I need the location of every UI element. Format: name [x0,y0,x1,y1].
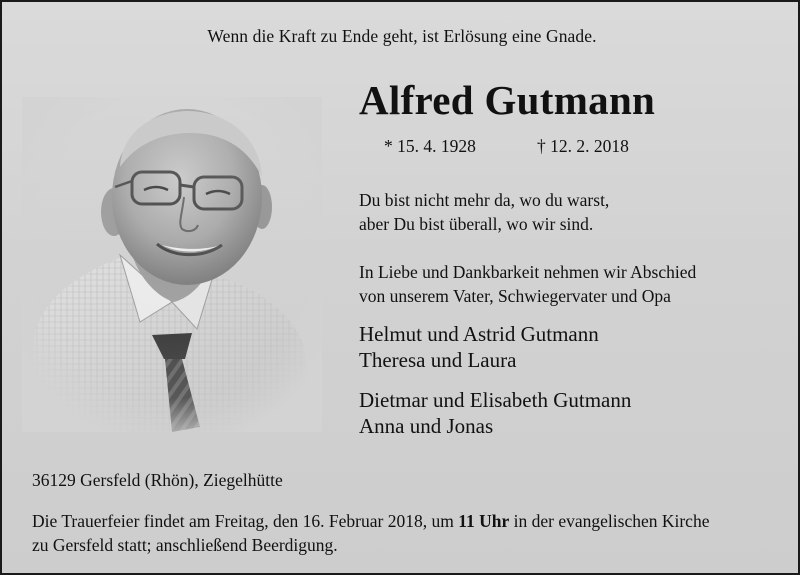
service-line: zu Gersfeld statt; anschließend Beerdigung. [32,535,338,555]
family-line: Theresa und Laura [359,348,517,372]
service-info [32,509,709,557]
family-line: Dietmar und Elisabeth Gutmann [359,388,632,412]
farewell-line: von unserem Vater, Schwiegervater und Opa [359,286,671,306]
family-group [359,387,631,439]
family-line: Helmut und Astrid Gutmann [359,322,599,346]
service-text: in der evangelischen Kirche [509,511,710,531]
deceased-name: Alfred Gutmann [359,77,656,123]
motto: Wenn die Kraft zu Ende geht, ist Erlösung eine Gnade. [207,26,597,46]
family-group [359,321,599,373]
death-date: † 12. 2. 2018 [537,136,629,156]
address: 36129 Gersfeld (Rhön), Ziegelhütte [32,470,283,490]
birth-date: * 15. 4. 1928 [384,136,476,156]
service-line [32,509,709,533]
farewell-text [359,260,696,308]
quote-line: aber Du bist überall, wo wir sind. [359,214,594,234]
service-text: Die Trauerfeier findet am Freitag, den 16. Februar 2018, um [32,511,459,531]
family-line: Anna und Jonas [359,414,494,438]
service-time: 11 Uhr [458,511,510,531]
quote-line: Du bist nicht mehr da, wo du warst, [359,190,610,210]
farewell-line: In Liebe und Dankbarkeit nehmen wir Abschied [359,262,697,282]
portrait-photo [22,97,322,432]
quote [359,188,609,236]
